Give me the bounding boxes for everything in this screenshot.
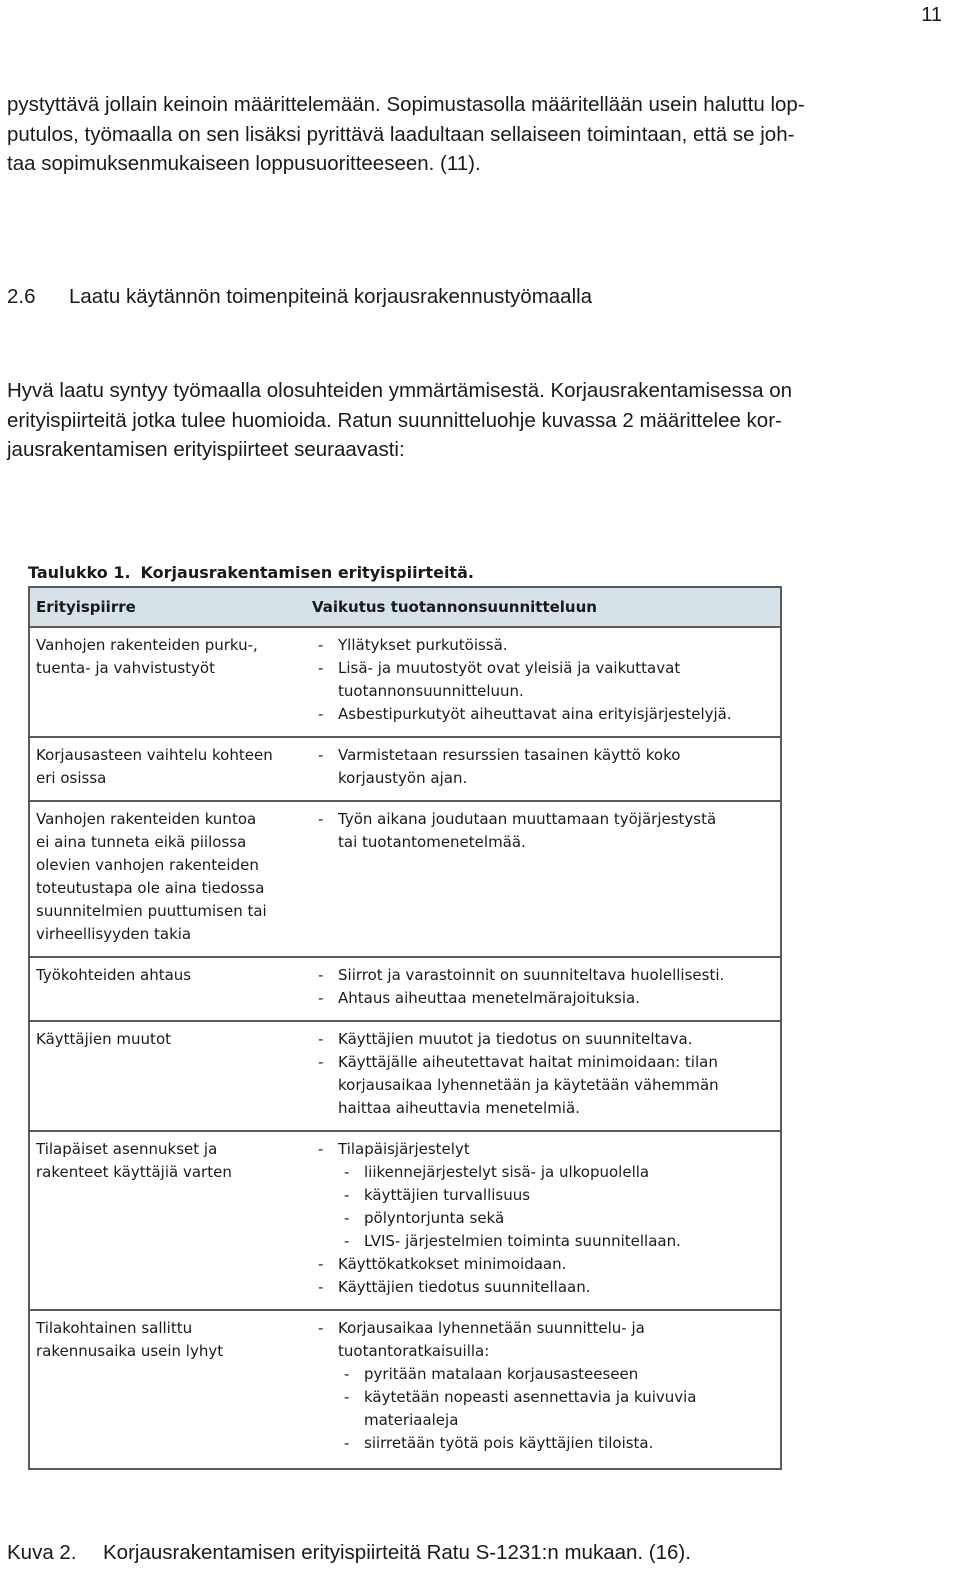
section-number: 2.6	[7, 285, 36, 308]
column-header: Erityispiirre	[28, 587, 304, 627]
feature-line: Käyttäjien muutot	[36, 1030, 171, 1048]
effect-cell	[304, 1021, 782, 1131]
effect-item: - Siirrot ja varastoinnit on suunniteltava huolellisesti.	[312, 964, 776, 987]
paragraph-1	[7, 90, 947, 179]
effect-item: - Yllätykset purkutöissä.	[312, 634, 776, 657]
feature-line: Työkohteiden ahtaus	[36, 966, 192, 984]
table-header-row	[28, 587, 782, 627]
characteristics-table	[28, 586, 782, 1465]
feature-line: Korjausasteen vaihtelu kohteen	[36, 746, 273, 764]
effect-continuation: korjausaikaa lyhennetään ja käytetään vähemmän	[338, 1076, 719, 1094]
feature-line: virheellisyyden takia	[36, 925, 192, 943]
feature-cell	[28, 1021, 304, 1131]
table-row	[28, 957, 782, 1021]
effect-item: - Korjausaikaa lyhennetään suunnittelu- ja	[312, 1317, 776, 1340]
effect-item: - Käyttökatkokset minimoidaan.	[312, 1253, 776, 1276]
feature-cell	[28, 1310, 304, 1465]
figure-label: Taulukko 1.	[28, 563, 131, 582]
effect-subitem: - LVIS- järjestelmien toiminta suunnitellaan.	[312, 1230, 776, 1253]
feature-cell	[28, 801, 304, 957]
effect-continuation: tai tuotantomenetelmää.	[338, 833, 526, 851]
paragraph-line: putulos, työmaalla on sen lisäksi pyrittävä laadultaan sellaiseen toimintaan, että se joh-	[7, 122, 795, 146]
feature-line: ei aina tunneta eikä piilossa	[36, 833, 247, 851]
paragraph-line: Hyvä laatu syntyy työmaalla olosuhteiden ymmärtämisestä. Korjausrakentamisessa on	[7, 379, 793, 402]
paragraph-line: erityispiirteitä jotka tulee huomioida. Ratun suunnitteluohje kuvassa 2 määrittelee kor-	[7, 408, 782, 432]
feature-line: Vanhojen rakenteiden kuntoa	[36, 810, 257, 828]
effect-item: - Käyttäjien muutot ja tiedotus on suunniteltava.	[312, 1028, 776, 1051]
effect-cell	[304, 737, 782, 801]
effect-cell	[304, 1310, 782, 1465]
paragraph-line: jausrakentamisen erityispiirteet seuraavasti:	[7, 438, 405, 461]
feature-line: Vanhojen rakenteiden purku-,	[36, 636, 258, 654]
figure-title	[28, 560, 782, 586]
table-body	[28, 627, 782, 1465]
effect-subitem: - pölyntorjunta sekä	[312, 1207, 776, 1230]
effect-item: - Asbestipurkutyöt aiheuttavat aina erityisjärjestelyjä.	[312, 703, 776, 726]
effect-subitem: - liikennejärjestelyt sisä- ja ulkopuolella	[312, 1161, 776, 1184]
paragraph-line: pystyttävä jollain keinoin määrittelemään. Sopimustasolla määritellään usein haluttu lop-	[7, 93, 805, 116]
table-row	[28, 737, 782, 801]
effect-continuation: haittaa aiheuttavia menetelmiä.	[338, 1099, 580, 1117]
effect-subitem: - siirretään työtä pois käyttäjien tiloista.	[312, 1432, 776, 1455]
effect-continuation: tuotantoratkaisuilla:	[338, 1342, 490, 1360]
section-title: Laatu käytännön toimenpiteinä korjausrakennustyömaalla	[69, 285, 593, 308]
effect-cell	[304, 801, 782, 957]
feature-line: Tilapäiset asennukset ja	[36, 1140, 218, 1158]
table-row	[28, 1310, 782, 1465]
effect-cell	[304, 627, 782, 737]
effect-item: - Varmistetaan resurssien tasainen käyttö koko	[312, 744, 776, 767]
feature-cell	[28, 957, 304, 1021]
effect-item: - Lisä- ja muutostyöt ovat yleisiä ja vaikuttavat	[312, 657, 776, 680]
page-number: 11	[921, 4, 942, 26]
section-heading	[7, 285, 592, 309]
feature-line: rakenteet käyttäjiä varten	[36, 1163, 232, 1181]
paragraph-line: taa sopimuksenmukaiseen loppusuoritteeseen. (11).	[7, 152, 481, 175]
feature-line: toteutustapa ole aina tiedossa	[36, 879, 265, 897]
effect-subitem: - pyritään matalaan korjausasteeseen	[312, 1363, 776, 1386]
feature-line: suunnitelmien puuttumisen tai	[36, 902, 267, 920]
feature-cell	[28, 737, 304, 801]
feature-cell	[28, 1131, 304, 1310]
table-row	[28, 1131, 782, 1310]
table-row	[28, 1021, 782, 1131]
paragraph-2	[7, 376, 947, 465]
effect-item: - Käyttäjien tiedotus suunnitellaan.	[312, 1276, 776, 1299]
feature-line: eri osissa	[36, 769, 107, 787]
effect-item: - Tilapäisjärjestelyt	[312, 1138, 776, 1161]
feature-line: olevien vanhojen rakenteiden	[36, 856, 259, 874]
caption-label: Kuva 2.	[7, 1541, 77, 1564]
effect-cell	[304, 957, 782, 1021]
caption-text: Korjausrakentamisen erityispiirteitä Ratu S-1231:n mukaan. (16).	[103, 1541, 691, 1564]
figure-table	[28, 560, 782, 1465]
column-header: Vaikutus tuotannonsuunnitteluun	[304, 587, 782, 627]
feature-line: tuenta- ja vahvistustyöt	[36, 659, 215, 677]
figure-caption	[7, 1541, 691, 1565]
effect-continuation: materiaaleja	[364, 1411, 459, 1429]
effect-subitem: - käytetään nopeasti asennettavia ja kuivuvia	[312, 1386, 776, 1409]
feature-line: Tilakohtainen sallittu	[36, 1319, 193, 1337]
effect-cell	[304, 1131, 782, 1310]
table-row	[28, 801, 782, 957]
effect-continuation: korjaustyön ajan.	[338, 769, 468, 787]
effect-item: - Käyttäjälle aiheutettavat haitat minimoidaan: tilan	[312, 1051, 776, 1074]
effect-subitem: - käyttäjien turvallisuus	[312, 1184, 776, 1207]
feature-line: rakennusaika usein lyhyt	[36, 1342, 224, 1360]
figure-title-text: Korjausrakentamisen erityispiirteitä.	[140, 563, 474, 582]
table-row	[28, 627, 782, 737]
effect-item: - Työn aikana joudutaan muuttamaan työjärjestystä	[312, 808, 776, 831]
feature-cell	[28, 627, 304, 737]
effect-continuation: tuotannonsuunnitteluun.	[338, 682, 524, 700]
effect-item: - Ahtaus aiheuttaa menetelmärajoituksia.	[312, 987, 776, 1010]
